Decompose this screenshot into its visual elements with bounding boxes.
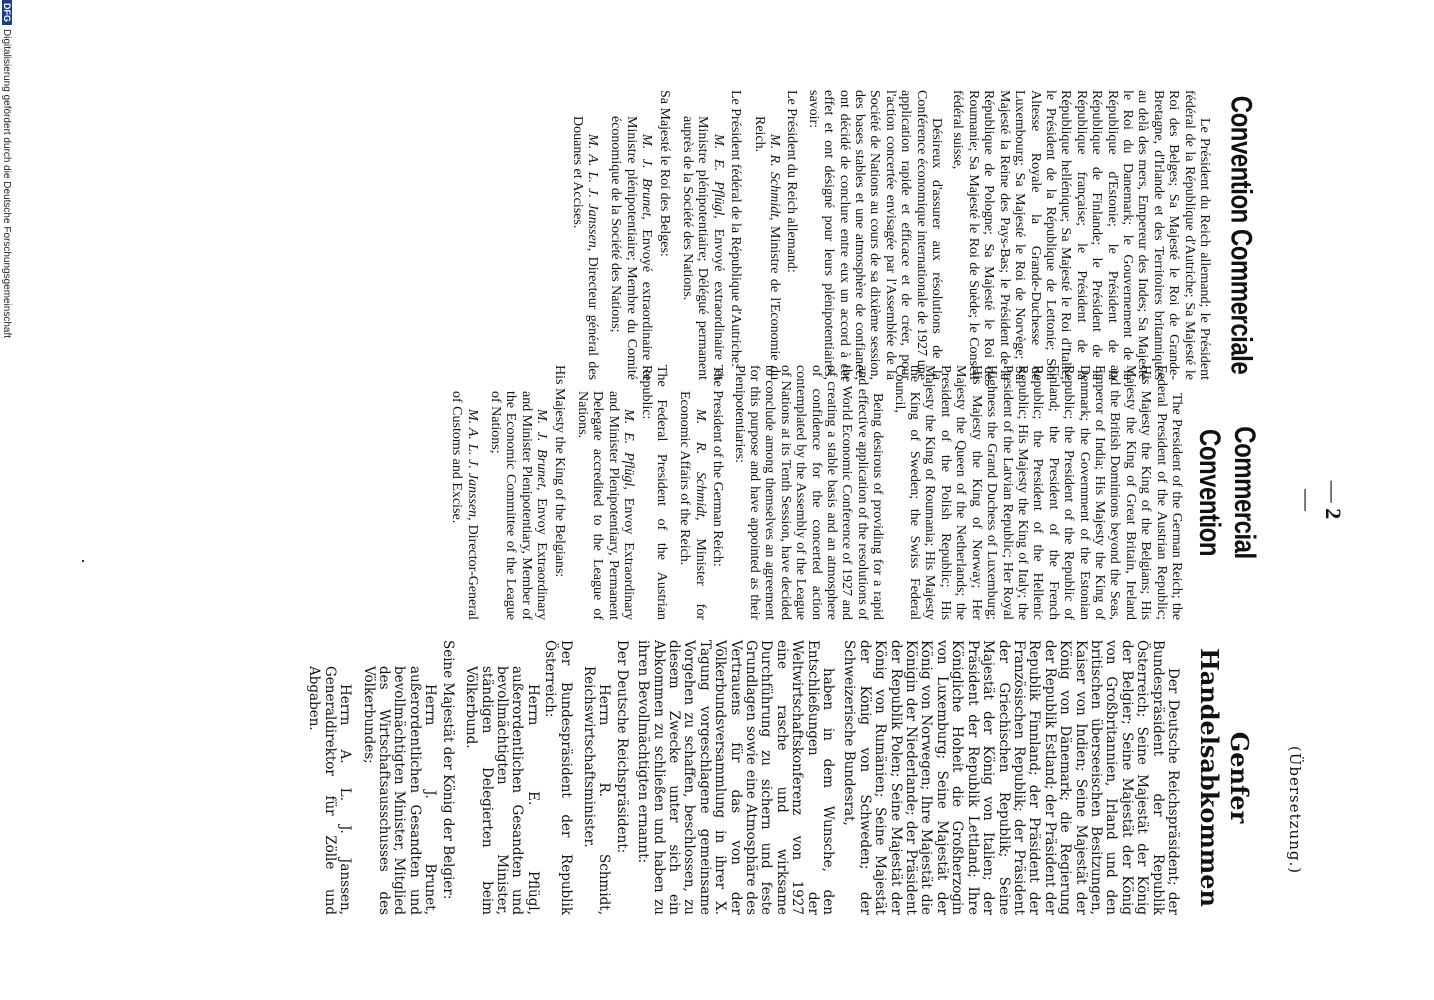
page-number-dash-left: — xyxy=(1321,480,1346,509)
english-plenipotentiary-schmidt: M. R. Schmidt, Minister for Economic Affairs of the Reich. xyxy=(677,391,708,621)
french-plenipotentiary-brunet: M. J. Brunet, Envoyé extraordinaire et Ministre plénipotentiaire; Membre du Comité économique de la Société des Nations; xyxy=(608,116,655,380)
french-plenipotentiary-schmidt: M. R. Schmidt, Ministre de l'Economie du Reich. xyxy=(751,116,783,380)
english-heading-belgium: His Majesty the King of the Belgians: xyxy=(551,365,567,578)
french-heading-germany: Le Président du Reich allemand: xyxy=(784,90,800,273)
french-title: Convention Commerciale xyxy=(1223,95,1258,375)
french-resolution: Désireux d'assurer aux résolutions de la Conférence économique internationale de 1927 une application rapide et efficace et de créer, pour l'action concertée envisagée par l'Assemblée de la Société de Nations au cours de sa dixième session, des bases stables et une atmosphère de confiance, ont décidé de conclure entre eux un accord à cet effet et ont désigné pour leurs plénipotentiaires, savoir: xyxy=(805,90,945,380)
english-plenipotentiary-pflugl: M. E. Pflügl, Envoy Extraordinary and Minister Plenipotentiary, Permanent Delegate accredited to the League of Nations. xyxy=(574,391,637,621)
german-title-line1: Genfer xyxy=(1225,731,1254,824)
french-plenipotentiary-pflugl: M. E. Pflügl, Envoyé extraordinaire et Ministre plénipotentiaire; Délégué permanent auprès de la Société des Nations. xyxy=(680,116,726,380)
french-preamble: Le Président du Reich allemand; le Président fédéral de la République d'Autriche; Sa Majesté le Roi des Belges; Sa Majesté le Roi de Grande-Bretagne, d'Irlande et des Territoires britanniques au delà des mers, Empereur des Indes; Sa Majesté le Roi du Danemark; le Gouvernement de la République d'Estonie; le Président de la République de Finlande; le Président de la République française; le Président de la République hellénique; Sa Majesté le Roi d'Italie; le Président de la République de Lettonie; Son Altesse Royale la Grande-Duchesse de Luxembourg; Sa Majesté le Roi de Norvège; Sa Majesté la Reine des Pays-Bas; le Président de la République de Pologne; Sa Majesté le Roi de Roumanie; Sa Majesté le Roi de Suède; le Conseil fédéral suisse, xyxy=(950,90,1212,380)
english-plenipotentiary-brunet: M. J. Brunet, Envoy Extraordinary and Minister Plenipotentiary, Member of the Economic Committee of the League of Nations; xyxy=(487,391,550,621)
english-heading-austria: The Federal President of the Austrian Republic: xyxy=(638,365,669,620)
page-number xyxy=(1294,480,1346,520)
english-column xyxy=(194,365,1261,621)
german-heading-germany: Der Deutsche Reichspräsident: xyxy=(613,640,630,854)
french-heading-austria: Le Président fédéral de la République d'Autriche: xyxy=(728,90,744,367)
german-plenipotentiary-schmidt: Herrn R. Schmidt, Reichswirtschaftsminister. xyxy=(580,666,613,915)
german-title xyxy=(1194,640,1254,915)
german-heading-belgium: Seine Majestät der König der Belgier: xyxy=(439,640,456,900)
german-plenipotentiary-pflugl: Herrn E. Pflügl, außerordentlichen Gesandten und bevollmächtigten Minister, ständigen Delegierten beim Völkerbund. xyxy=(463,666,541,915)
german-title-line2: Handelsabkommen xyxy=(1195,648,1224,907)
german-column xyxy=(194,640,1254,915)
german-plenipotentiary-brunet: Herrn J. Brunet, außerordentlichen Gesandten und bevollmächtigten Minister, Mitglied des Wirtschaftsausschusses des Völkerbundes; xyxy=(360,666,439,915)
german-heading-austria: Der Bundespräsident der Republik Österreich: xyxy=(542,640,574,915)
french-column xyxy=(194,90,1258,380)
page-number-dash-right: — xyxy=(1295,489,1320,511)
dfg-logo: DFG xyxy=(2,0,12,25)
german-resolution: haben in dem Wunsche, den Entschließungen der Weltwirtschaftskonferenz von 1927 eine rasche und wirksame Durchführung zu sichern und feste Grundlagen sowie eine Atmosphäre des Vertrauens für das von der Völkerbundsversammlung in ihrer X. Tagung vorgeschlagene gemeinsame Vorgehen zu schaffen, beschlossen, zu diesem Zwecke unter sich ein Abkommen zu schließen und haben zu ihren Bevollmächtigten ernannt: xyxy=(635,640,837,915)
translation-note: (Übersetzung.) xyxy=(1286,745,1304,875)
english-resolution: Being desirous of providing for a rapid and effective application of the resolutions of the World Economic Conference of 1927 and of creating a stable basis and an atmosphere of confidence for the concerted action contemplated by the Assembly of the League of Nations at its Tenth Session, have decided to conclude among themselves an agreement for this purpose and have appointed as their Plenipotentiaries: xyxy=(731,365,886,620)
page-number-value: 2 xyxy=(1321,508,1346,520)
digitization-credit xyxy=(1,0,12,1000)
english-plenipotentiary-janssen: M. A. L. J. Janssen, Director-General of Customs and Excise. xyxy=(449,391,480,620)
scan-speck xyxy=(82,560,84,562)
german-preamble: Der Deutsche Reichspräsident; der Bundespräsident der Republik Österreich; Seine Majestät der König der Belgier; Seine Majestät der König von Großbritannien, Irland und den britischen überseeischen Besitzungen, Kaiser von Indien; Seine Majestät der König von Dänemark; die Regierung der Republik Estland; der Präsident der Republik Finnland; der Präsident der Französischen Republik; der Präsident der Griechischen Republik; Seine Majestät der König von Italien; der Präsident der Republik Lettland; Ihre Königliche Hoheit die Großherzogin von Luxemburg; Seine Majestät der König von Norwegen; Ihre Majestät die Königin der Niederlande; der Präsident der Republik Polen; Seine Majestät der König von Rumänien; Seine Majestät der König von Schweden; der Schweizerische Bundesrat, xyxy=(841,640,1181,915)
english-heading-germany: The President of the German Reich: xyxy=(710,365,726,567)
french-plenipotentiary-janssen: M. A. L. J. Janssen, Directeur général des Douanes et Accises. xyxy=(569,116,600,380)
digitization-credit-text: Digitalisierung gefördert durch die Deutsche Forschungsgemeinschaft xyxy=(1,29,12,339)
english-title: Commercial Convention xyxy=(1192,426,1261,559)
english-preamble: The President of the German Reich; the Federal President of the Austrian Republic; His Majesty the King of the Belgians; His Majesty the King of Great Britain, Ireland and the British Dominions beyond the Seas, Emperor of India; His Majesty the King of Denmark; the Government of the Estonian Republic; the President of the Republic of Finland; the President of the French Republic; the President of the Hellenic Republic; His Majesty the King of Italy; the President of the Latvian Republic; Her Royal Highness the Grand Duchess of Luxemburg; His Majesty the King of Norway; Her Majesty the Queen of the Netherlands; the President of the Polish Republic; His Majesty the King of Roumania; His Majesty the King of Sweden; the Swiss Federal Council, xyxy=(891,365,1184,620)
french-heading-belgium: Sa Majesté le Roi des Belges: xyxy=(656,90,672,257)
german-plenipotentiary-janssen: Herrn A. L. J. Janssen, Generaldirektor für Zölle und Abgaben. xyxy=(306,666,354,915)
